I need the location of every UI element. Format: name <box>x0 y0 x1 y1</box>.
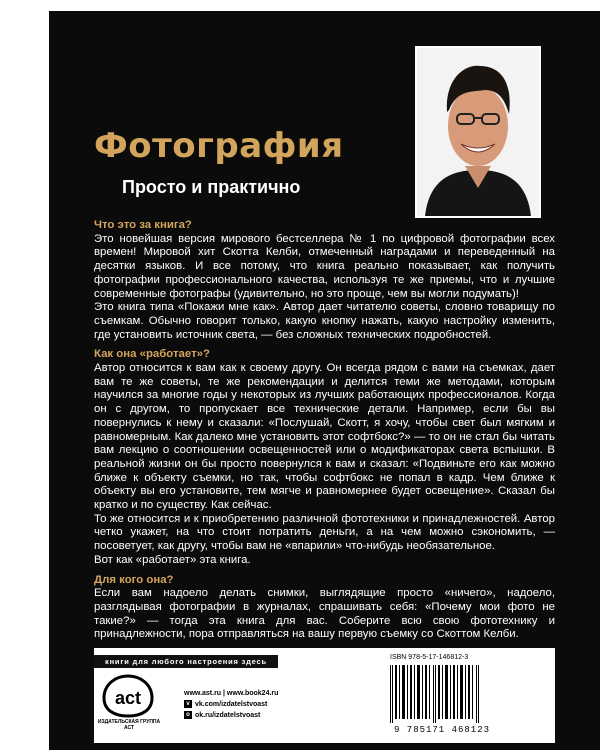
paragraph: Это книга типа «Покажи мне как». Автор дает читателю советы, словно товарищу по съемкам. Обычно говорит только, какую кнопку нажать, какую настройку изменить, где установить источник света, — без сложных технических подробностей. <box>94 301 555 341</box>
section-who <box>94 574 555 643</box>
vk-icon: v <box>184 700 192 708</box>
section-heading: Для кого она? <box>94 573 174 586</box>
isbn: ISBN 978-5-17-146812-3 <box>390 654 469 661</box>
author-photo <box>415 46 541 218</box>
logo-text: act <box>114 688 142 708</box>
vk-link[interactable] <box>184 699 278 710</box>
tagline: книги для любого настроения здесь <box>94 655 278 668</box>
blurb <box>94 219 555 642</box>
book-title: Фотография <box>94 126 344 166</box>
paragraph: То же относится и к приобретению различной фототехники и принадлежностей. Автор четко укажет, на что стоит потратить деньги, а на чем можно сэкономить, — посоветует, как другу, чтобы вам не «впарили» что-нибудь необязательное. <box>94 512 555 553</box>
section-heading: Как она «работает»? <box>94 348 210 361</box>
website-link[interactable]: www.ast.ru | www.book24.ru <box>184 690 279 697</box>
ast-logo <box>100 674 156 718</box>
barcode-number: 9 785171 468123 <box>394 725 491 735</box>
ok-icon: o <box>184 711 192 719</box>
paragraph: Если вам надоело делать снимки, выглядящие просто «ничего», надоело, разглядывая фотографии в журналах, спрашивать себя: «Почему мои фото не такие?» — тогда эта книга для вас. Соберите всю свою фототехнику и принадлежности, пора отправляться на вашу первую съемку со Скоттом Келби. <box>94 587 555 641</box>
barcode <box>388 665 482 723</box>
paragraph: Это новейшая версия мирового бестселлера № 1 по цифровой фотографии всех времен! Мировой хит Скотта Келби, отмеченный наградами и переведенный на десятки языков. И все потому, что книга реально показывает, как получить фотографии профессионального качества, используя те же приемы, что и лучшие современные фотографы (удивительно, но это проще, чем вы могли подумать)! <box>94 232 555 300</box>
author-portrait-illustration <box>417 48 539 216</box>
ok-link[interactable] <box>184 710 278 721</box>
paragraph: Автор относится к вам как к своему другу. Он всегда рядом с вами на съемках, дает вам те же советы, те же рекомендации и делится теми же методами, которым научился за многие годы у некоторых из лучших работающих профессионалов. Когда он с другом, то пропускает все технические детали. Например, если бы вы повернулись к нему и сказали: «Послушай, Скотт, я хочу, чтобы свет был мягким и равномерным. Как далеко мне установить этот софтбокс?» — то он не стал бы читать вам лекцию о соотношении освещенностей или о модификаторах света вспышки. В реальной жизни он бы просто повернулся к вам и сказал: «Подвиньте его как можно ближе к объекту съемки, но так, чтобы софтбокс не попал в кадр. Чем ближе к объекту вы его установите, тем мягче и равномернее будет освещение». Сказал бы кратко и по существу. Как сейчас. <box>94 362 555 512</box>
footer-panel <box>94 648 555 743</box>
book-subtitle: Просто и практично <box>122 177 301 197</box>
section-what <box>94 219 555 342</box>
ok-link-text: ok.ru/izdatelstvoast <box>195 712 261 719</box>
vk-link-text: vk.com/izdatelstvoast <box>195 701 268 708</box>
section-how <box>94 348 555 567</box>
paragraph: Вот как «работает» эта книга. <box>94 553 251 566</box>
section-heading: Что это за книга? <box>94 219 192 231</box>
publisher-caption: ИЗДАТЕЛЬСКАЯ ГРУППА АСТ <box>97 719 161 731</box>
publisher-links <box>184 688 278 721</box>
